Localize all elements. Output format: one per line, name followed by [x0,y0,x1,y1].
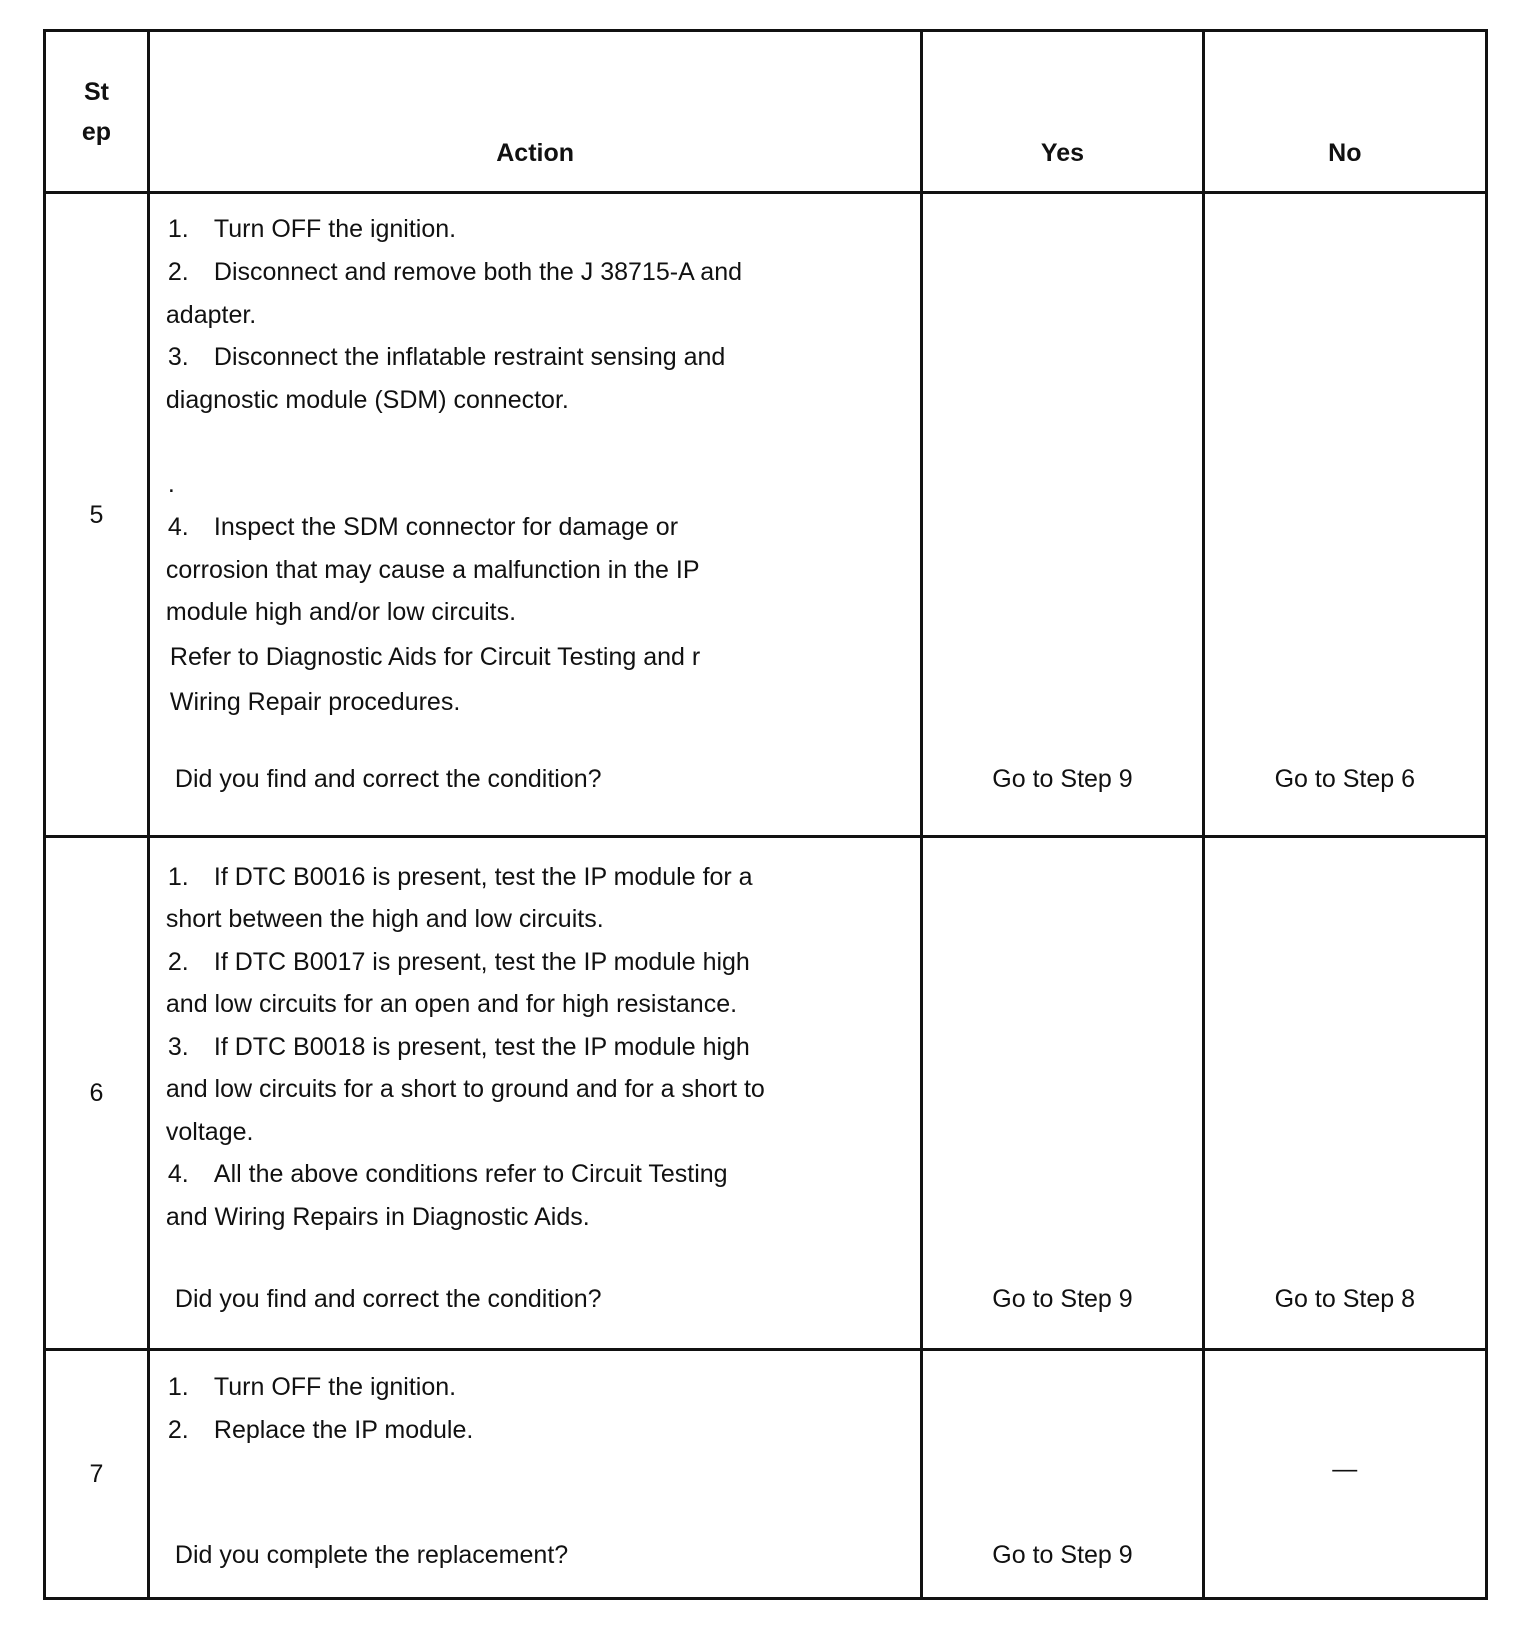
action-line: corrosion that may cause a malfunction in the IP [165,556,700,584]
diagnostic-procedure-table [43,29,1488,1600]
step-number: 7 [45,1350,149,1599]
no-outcome-dash: — [1332,1455,1358,1483]
step-number: 5 [45,193,149,837]
no-outcome: Go to Step 8 [1274,1285,1415,1313]
no-column-header: No [1203,31,1486,193]
action-cell [148,1350,921,1599]
table-row [45,193,1487,837]
action-line: . [167,470,175,498]
yes-outcome: Go to Step 9 [992,1541,1133,1569]
action-line: 3. Disconnect the inflatable restraint sensing and [167,343,726,371]
action-line: 1. Turn OFF the ignition. [167,1373,457,1401]
step-header-line2: ep [81,117,112,146]
table-row [45,837,1487,1350]
yes-cell [922,193,1203,837]
yes-cell [922,837,1203,1350]
action-question: Did you complete the replacement? [174,1541,569,1569]
action-line: Wiring Repair procedures. [169,688,461,716]
action-line: 1. Turn OFF the ignition. [167,215,457,243]
action-line: adapter. [165,301,257,329]
action-cell [148,193,921,837]
step-number: 6 [45,837,149,1350]
action-line: 3. If DTC B0018 is present, test the IP module high [167,1033,750,1061]
no-cell [1203,837,1486,1350]
action-line: diagnostic module (SDM) connector. [165,386,569,414]
yes-outcome: Go to Step 9 [992,765,1133,793]
yes-outcome: Go to Step 9 [992,1285,1133,1313]
action-question: Did you find and correct the condition? [174,1285,602,1313]
action-column-header: Action [148,31,921,193]
action-line: 4. All the above conditions refer to Circuit Testing [167,1160,728,1188]
action-line: 1. If DTC B0016 is present, test the IP module for a [167,863,753,891]
step-header-line1: St [83,77,109,106]
action-line: 2. Replace the IP module. [167,1416,474,1444]
action-line: 2. If DTC B0017 is present, test the IP module high [167,948,750,976]
no-outcome: Go to Step 6 [1274,765,1415,793]
table-header-row [45,31,1487,193]
action-cell [148,837,921,1350]
action-line: module high and/or low circuits. [165,598,517,626]
action-line: voltage. [165,1118,254,1146]
yes-column-header: Yes [922,31,1203,193]
procedure-table-wrapper [43,29,1488,1600]
action-line: 4. Inspect the SDM connector for damage or [167,513,679,541]
no-cell [1203,1350,1486,1599]
action-line: short between the high and low circuits. [165,905,604,933]
no-cell [1203,193,1486,837]
action-line: Refer to Diagnostic Aids for Circuit Testing and r [169,643,701,671]
action-question: Did you find and correct the condition? [174,765,602,793]
table-row [45,1350,1487,1599]
action-line: and low circuits for an open and for high resistance. [165,990,738,1018]
action-line: 2. Disconnect and remove both the J 38715-A and [167,258,743,286]
yes-cell [922,1350,1203,1599]
action-line: and low circuits for a short to ground and for a short to [165,1075,765,1103]
action-line: and Wiring Repairs in Diagnostic Aids. [165,1203,590,1231]
step-column-header [45,31,149,193]
